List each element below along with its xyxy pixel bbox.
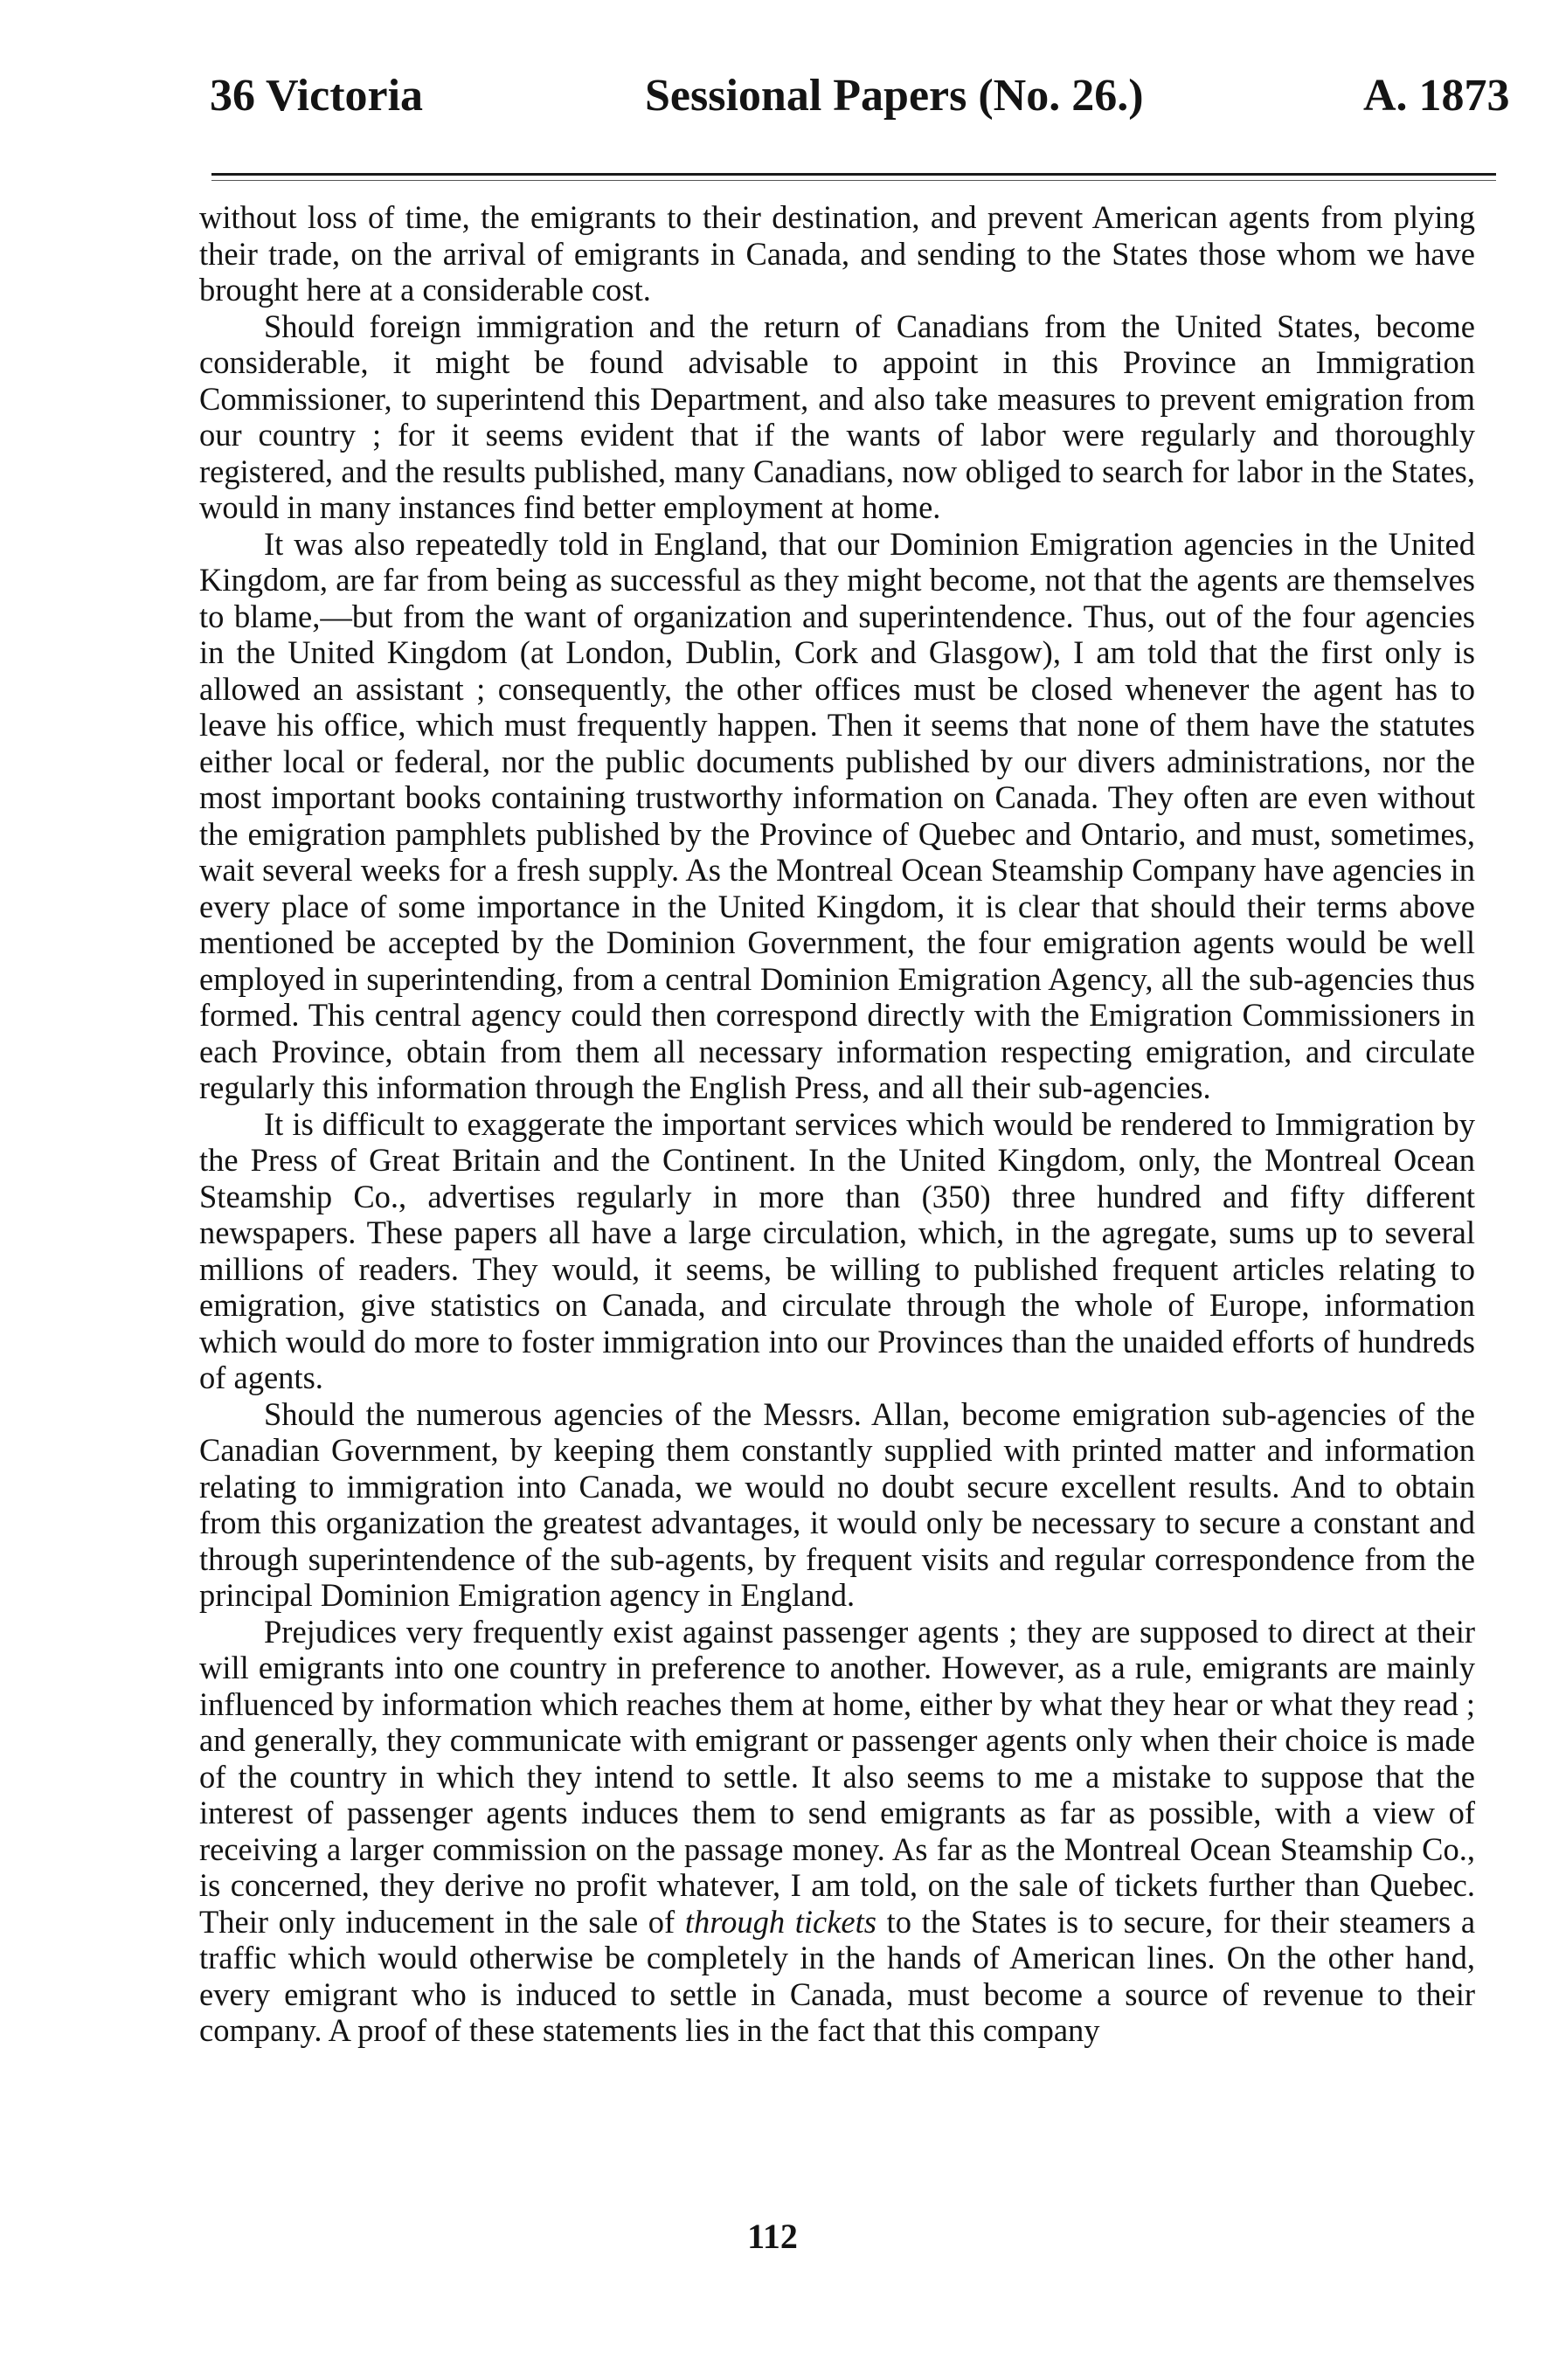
paragraph-6-italic-through-tickets: through tickets bbox=[684, 1903, 876, 1940]
paragraph-2: Should foreign immigration and the return of Canadians from the United States, become considerable, it might be found advisable to appoint in this Province an Immigration Commissioner, to superintend this Department, and also take measures to prevent emigration from our country ; for it seems evident that if the wants of labor were regularly and thoroughly registered, and the results published, many Canadians, now obliged to search for labor in the States, would in many instances find better employment at home. bbox=[199, 308, 1475, 525]
paragraph-1: without loss of time, the emigrants to their destination, and prevent American agents from plying their trade, on the arrival of emigrants in Canada, and sending to the States those whom we have brought here at a considerable cost. bbox=[199, 199, 1475, 308]
header-rule bbox=[211, 173, 1496, 176]
header-session: 36 Victoria bbox=[210, 71, 424, 121]
body-text bbox=[199, 199, 1475, 2049]
paragraph-3: It was also repeatedly told in England, that our Dominion Emigration agencies in the United Kingdom, are far from being as successful as they might become, not that the agents are themselves to blame,—but from the want of organization and superintendence. Thus, out of the four agencies in the United Kingdom (at London, Dublin, Cork and Glasgow), I am told that the first only is allowed an assistant ; consequently, the other offices must be closed whenever the agent has to leave his office, which must frequently happen. Then it seems that none of them have the statutes either local or federal, nor the public documents published by our divers administrations, nor the most important books containing trustworthy information on Canada. They often are even without the emigration pamphlets published by the Province of Quebec and Ontario, and must, sometimes, wait several weeks for a fresh supply. As the Montreal Ocean Steamship Company have agencies in every place of some importance in the United Kingdom, it is clear that should their terms above mentioned be accepted by the Dominion Government, the four emigration agents would be well employed in superintending, from a central Dominion Emigration Agency, all the sub-agencies thus formed. This central agency could then correspond directly with the Emigration Commissioners in each Province, obtain from them all necessary information respecting emigration, and circulate regularly this information through the English Press, and all their sub-agencies. bbox=[199, 525, 1475, 1105]
header-rule-thin bbox=[211, 180, 1496, 181]
header-title: Sessional Papers (No. 26.) bbox=[645, 71, 1144, 121]
page-number: 112 bbox=[747, 2217, 798, 2256]
paragraph-6-text-a: Prejudices very frequently exist against passenger agents ; they are supposed to direct at their will emigrants into one country in preference to another. However, as a rule, emigrants are mainly influenced by information which reaches them at home, either by what they hear or what they read ; and generally, they communicate with emigrant or passenger agents only when their choice is made of the country in which they intend to settle. It also seems to me a mistake to suppose that the interest of passenger agents induces them to send emigrants as far as possible, with a view of receiving a larger commission on the passage money. As far as the Montreal Ocean Steamship Co., is concerned, they derive no profit whatever, I am told, on the sale of tickets further than Quebec. Their only inducement in the sale of bbox=[199, 1613, 1475, 1940]
paragraph-6-text-b: to the States is to secure, for their steamers a traffic which would otherwise be completely in the hands of American lines. On the other hand, every emigrant who is induced to settle in Canada, must become a source of revenue to their company. A proof of these statements lies in the fact that this company bbox=[199, 1903, 1476, 2048]
page-header bbox=[0, 0, 1545, 175]
header-year: A. 1873 bbox=[1363, 71, 1510, 121]
paragraph-6 bbox=[199, 1614, 1475, 2049]
paragraph-4: It is difficult to exaggerate the important services which would be rendered to Immigration by the Press of Great Britain and the Continent. In the United Kingdom, only, the Montreal Ocean Steamship Co., advertises regularly in more than (350) three hundred and fifty different newspapers. These papers all have a large circulation, which, in the agregate, sums up to several millions of readers. They would, it seems, be willing to published frequent articles relating to emigration, give statistics on Canada, and circulate through the whole of Europe, information which would do more to foster immigration into our Provinces than the unaided efforts of hundreds of agents. bbox=[199, 1105, 1475, 1395]
paragraph-5: Should the numerous agencies of the Messrs. Allan, become emigration sub-agencies of the Canadian Government, by keeping them constantly supplied with printed matter and information relating to immigration into Canada, we would no doubt secure excellent results. And to obtain from this organization the greatest advantages, it would only be necessary to secure a constant and through superintendence of the sub-agents, by frequent visits and regular correspondence from the principal Dominion Emigration agency in England. bbox=[199, 1395, 1475, 1613]
